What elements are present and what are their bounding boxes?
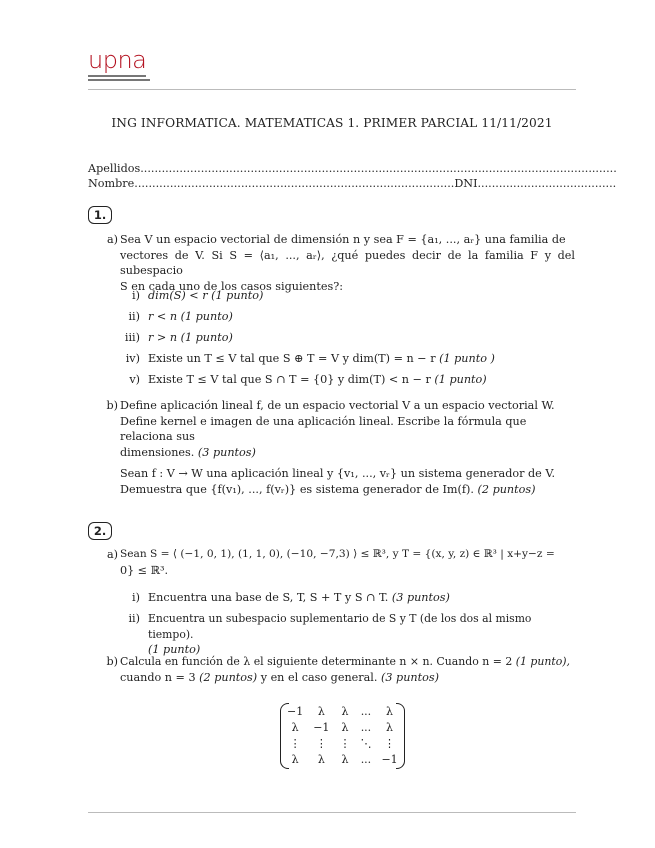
q2-b-line-1: Calcula en función de λ el siguiente determinante n × n. Cuando n = 2 (1 punto), <box>120 655 571 668</box>
matrix-cell: λ <box>291 752 299 766</box>
matrix-cell: λ <box>291 720 299 734</box>
nombre-dni-field: Nombre..........................................................................................DNI....................................... <box>88 177 617 190</box>
left-parenthesis <box>280 703 289 769</box>
q1-a-line-2: vectores de V. Si S = ⟨a₁, ..., aᵣ⟩, ¿qué puedes decir de la familia F y del subespacio <box>120 248 575 278</box>
matrix-cell: ... <box>360 720 372 734</box>
question-2-number: 2. <box>88 522 112 540</box>
matrix-row <box>282 719 403 735</box>
matrix-cell: −1 <box>381 752 398 766</box>
matrix-cell: ⋱ <box>360 736 372 750</box>
q1-b-line-3: dimensiones. (3 puntos) <box>120 445 256 459</box>
footer-rule <box>88 812 576 813</box>
matrix-row <box>282 751 403 767</box>
q2-b-label: b) <box>106 655 118 668</box>
upna-logo <box>88 48 150 83</box>
matrix-cell: ⋮ <box>289 736 301 750</box>
matrix-cell: λ <box>317 752 325 766</box>
q2-a-line-1: Sean S = ⟨ (−1, 0, 1), (1, 1, 0), (−10, −7,3) ⟩ ≤ ℝ³, y T = {(x, y, z) ∈ ℝ³ | x+y−z = <box>120 548 555 560</box>
q1-b-label: b) <box>106 399 118 412</box>
header-rule <box>88 89 576 90</box>
matrix-cell: ⋮ <box>315 736 327 750</box>
matrix-cell: λ <box>341 720 349 734</box>
q1-a-label: a) <box>106 233 118 246</box>
matrix-cell: −1 <box>313 720 330 734</box>
q1-a-line-1: Sea V un espacio vectorial de dimensión n y sea F = {a₁, ..., aᵣ} una familia de <box>120 233 566 246</box>
q1-b-line-5: Demuestra que {f(v₁), ..., f(vᵣ)} es sistema generador de Im(f). (2 puntos) <box>120 482 536 496</box>
matrix-cell: λ <box>386 704 394 718</box>
matrix-table <box>282 703 403 767</box>
q1-b-line-1: Define aplicación lineal f, de un espacio vectorial V a un espacio vectorial W. <box>120 399 555 412</box>
q2-a-label: a) <box>106 548 118 561</box>
q2-b-line-2: cuando n = 3 (2 puntos) y en el caso general. (3 puntos) <box>120 670 439 684</box>
matrix-cell: λ <box>341 704 349 718</box>
matrix-cell: ⋮ <box>384 736 396 750</box>
logo-text: upna <box>88 46 147 74</box>
q1-b-line-4: Sean f : V → W una aplicación lineal y {v₁, ..., vᵣ} un sistema generador de V. <box>120 467 556 481</box>
q2-a-line-2: 0} ≤ ℝ³. <box>120 563 169 577</box>
matrix-cell: ... <box>360 752 372 766</box>
matrix-row <box>282 735 403 751</box>
exam-title: ING INFORMATICA. MATEMATICAS 1. PRIMER PARCIAL 11/11/2021 <box>111 116 553 130</box>
apellidos-field: Apellidos...................................................................................................................................... <box>88 162 617 175</box>
q1-b-line-2: Define kernel e imagen de una aplicación lineal. Escribe la fórmula que relaciona sus <box>120 414 527 444</box>
q1-a-line-3: S en cada uno de los casos siguientes?: <box>120 279 344 293</box>
matrix-cell: ⋮ <box>339 736 351 750</box>
matrix-cell: ... <box>360 704 372 718</box>
matrix-cell: −1 <box>287 704 304 718</box>
matrix-cell: λ <box>341 752 349 766</box>
question-1-number: 1. <box>88 206 112 224</box>
matrix-row <box>282 703 403 719</box>
right-parenthesis <box>396 703 405 769</box>
matrix-cell: λ <box>317 704 325 718</box>
matrix-cell: λ <box>386 720 394 734</box>
determinant-matrix <box>282 703 403 767</box>
logo-subtitle-graphic <box>88 75 150 81</box>
